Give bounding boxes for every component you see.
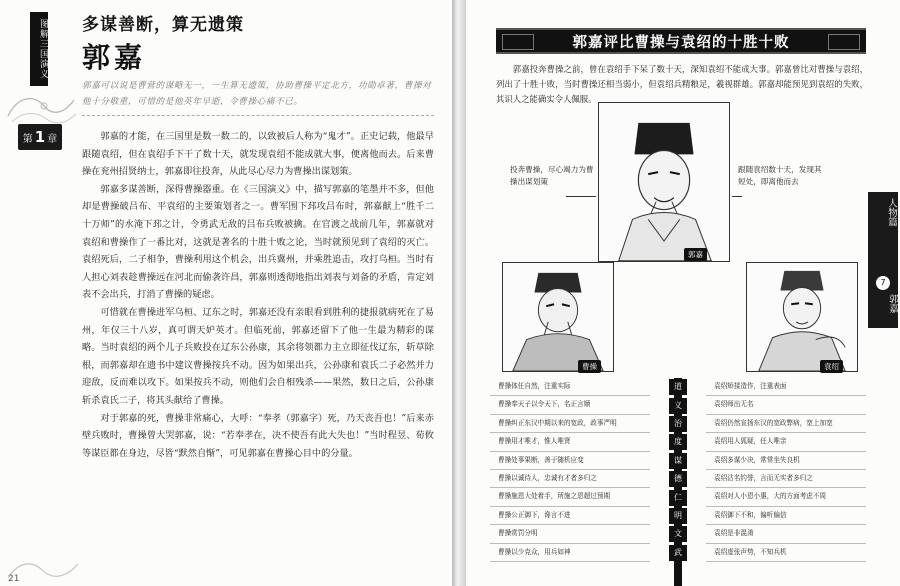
caocao-point: 曹操赏罚分明 [490, 525, 650, 543]
body-text [82, 128, 434, 462]
yuanshao-losses-list [706, 378, 866, 562]
virtue-char: 仁 [669, 490, 687, 506]
yuanshao-point: 袁绍对人小恩小惠，大的方面考虑不周 [706, 488, 866, 506]
caocao-point: 曹操以诚待人，忠诚有才者多归之 [490, 470, 650, 488]
virtue-char: 度 [669, 434, 687, 450]
yuanshao-point: 袁绍御下不和，偏听偏信 [706, 507, 866, 525]
caocao-point: 曹操奉天子以令天下，名正言顺 [490, 396, 650, 414]
caocao-side-note: 投奔曹操，尽心竭力为曹操出谋划策 [510, 165, 594, 186]
caocao-point: 曹操以少克众，用兵如神 [490, 544, 650, 562]
ten-wins-comparison [490, 378, 866, 586]
caocao-point: 曹操处事果断，善于随机应变 [490, 452, 650, 470]
right-note-arrow [732, 196, 742, 197]
yuanshao-point: 袁绍多谋少决，常常坐失良机 [706, 452, 866, 470]
side-section-tab [868, 192, 898, 328]
virtue-cell [664, 452, 692, 470]
yuanshao-point: 袁绍沽名钓誉，言而无实者多归之 [706, 470, 866, 488]
page-subtitle: 多谋善断，算无遗策 [82, 15, 244, 35]
caocao-wins-list [490, 378, 650, 562]
virtue-char: 道 [669, 379, 687, 395]
intro-text: 郭嘉可以说是曹营的谋略无一，一生算无遗策，协助曹操平定北方，功勋卓著，曹操对他十分敬重，可惜的是他英年早逝，令曹操心痛不已。 [82, 81, 432, 107]
guojia-nametag: 郭嘉 [684, 248, 707, 261]
guojia-illustration [599, 103, 729, 261]
chapter-suffix: 章 [47, 133, 58, 145]
book-gutter [452, 0, 466, 586]
guojia-portrait [598, 102, 730, 262]
yuanshao-point: 袁绍矫揉造作，注重表面 [706, 378, 866, 396]
virtue-cell [664, 415, 692, 433]
virtue-char: 文 [669, 526, 687, 542]
yuanshao-point: 袁绍是非混淆 [706, 525, 866, 543]
virtue-cell [664, 544, 692, 562]
yuanshao-point: 袁绍用人狐疑，任人唯亲 [706, 433, 866, 451]
yuanshao-illustration [747, 263, 857, 371]
virtue-cell [664, 470, 692, 488]
left-note-arrow [566, 196, 596, 197]
virtue-char: 义 [669, 398, 687, 414]
virtue-cell [664, 488, 692, 506]
virtue-char: 明 [669, 508, 687, 524]
right-intro-text: 郭嘉投奔曹操之前，曾在袁绍手下呆了数十天，深知袁绍不能成大事。郭嘉曾比对曹操与袁绍，列出了十胜十败，当时曹操还相当弱小，但袁绍兵精粮足，羲视群雄。郭嘉却能预见到袁绍的失败，其识人之能确实令人佩服。 [496, 64, 868, 105]
side-tab-name: 郭嘉 [887, 294, 898, 313]
section-banner [496, 28, 866, 54]
virtue-char: 武 [669, 545, 687, 561]
virtue-cell [664, 507, 692, 525]
paragraph: 可惜就在曹操进军乌桓、辽东之时，郭嘉还没有亲眼看到胜利的捷报就病死在了易州，年仅三十八岁，真可谓天妒英才。但临死前，郭嘉还留下了他一生最为精彩的谋略。当时袁绍的两个儿子兵败投在辽东公孙康，其余将领都力主立即征伐辽东，斩草除根，而郭嘉却在遗书中建议曹操按兵不动。因为如果出兵，公孙康和袁氏二子必然并力迎敌，反而难以攻下。如果按兵不动，则他们会自相残杀——果然，数日之后，公孙康斩杀袁氏二子，将其头献给了曹操。 [82, 306, 434, 406]
book-series-tab: 图解三国演义 [30, 12, 48, 86]
chapter-prefix: 第 [22, 133, 33, 145]
page-title: 郭嘉 [82, 41, 147, 74]
yuanshao-point: 袁绍师出无名 [706, 396, 866, 414]
virtue-cell [664, 525, 692, 543]
yuanshao-point: 袁绍仍然宣扬东汉的宽政弊病，宽上加宽 [706, 415, 866, 433]
virtue-column [654, 378, 702, 586]
right-page [466, 0, 900, 586]
caocao-point: 曹操公正御下，谗言不进 [490, 507, 650, 525]
paragraph: 对于郭嘉的死，曹操非常痛心，大呼：“奉孝（郭嘉字）死，乃天丧吾也！”后来赤壁兵败时，曹操曾大哭郭嘉，说：“若奉孝在，决不使吾有此大失也！”当时程昱、荀攸等谋臣都在身边，尽皆“默然自惭”，可见郭嘉在曹操心目中的分量。 [82, 412, 434, 459]
paragraph: 郭嘉多谋善断，深得曹操器重。在《三国演义》中，描写郭嘉的笔墨并不多，但他却是曹操破吕布、平袁绍的主要策划者之一。曹军围下邳攻吕布时，郭嘉献上“胜千二十万师”的水淹下邳之计，令勇武无敌的吕布兵败被擒。在官渡之战前几年，郭嘉就对袁绍和曹操作了一番比对，这就是著名的十胜十败之论，当时就预见到了袁绍的灭亡。袁绍死后，二子相争，曹操利用这个机会，出兵冀州，并乘胜追击，攻打乌桓。当时有人担心刘表趁曹操远在河北而偷袭许昌，郭嘉则透彻地指出刘表与刘备的矛盾，肯定刘表不会出兵，打消了曹操的疑虑。 [82, 183, 434, 301]
virtue-cell [664, 396, 692, 414]
virtue-cell [664, 433, 692, 451]
paragraph: 郭嘉的才能，在三国里是数一数二的，以致被后人称为“鬼才”。正史记载，他最早跟随袁绍，但在袁绍手下干了数十天，就发现袁绍不能成就大事，便离他而去。后来曹操在兖州招贤纳士，郭嘉即往投奔，从此尽心尽力为曹操出谋划策。 [82, 131, 434, 178]
caocao-point: 曹操体任自然，注重实际 [490, 378, 650, 396]
yuanshao-side-note: 跟随袁绍数十天，发现其短处，即离他而去 [738, 165, 822, 186]
banner-title: 郭嘉评比曹操与袁绍的十胜十败 [572, 34, 790, 51]
chapter-number: 1 [34, 128, 46, 146]
yuanshao-nametag: 袁绍 [820, 360, 843, 373]
chapter-badge [18, 124, 62, 150]
caocao-point: 曹操用才唯才，惟人唯贤 [490, 433, 650, 451]
yuanshao-portrait [746, 262, 858, 372]
virtue-char: 治 [669, 416, 687, 432]
page-number: 21 [8, 574, 20, 584]
intro-divider [82, 115, 434, 116]
caocao-point: 曹操纠正东汉中期以来的宽政，政事严明 [490, 415, 650, 433]
side-tab-number: 7 [876, 276, 890, 290]
virtue-char: 德 [669, 471, 687, 487]
virtue-char: 谋 [669, 453, 687, 469]
virtue-cell [664, 378, 692, 396]
caocao-portrait [502, 262, 614, 372]
caocao-nametag: 曹操 [578, 360, 601, 373]
caocao-illustration [503, 263, 613, 371]
yuanshao-point: 袁绍虚张声势，不知兵机 [706, 544, 866, 562]
side-tab-label: 人物篇 [886, 198, 897, 227]
caocao-point: 曹操施恩大处着手，所施之恩超过预期 [490, 488, 650, 506]
